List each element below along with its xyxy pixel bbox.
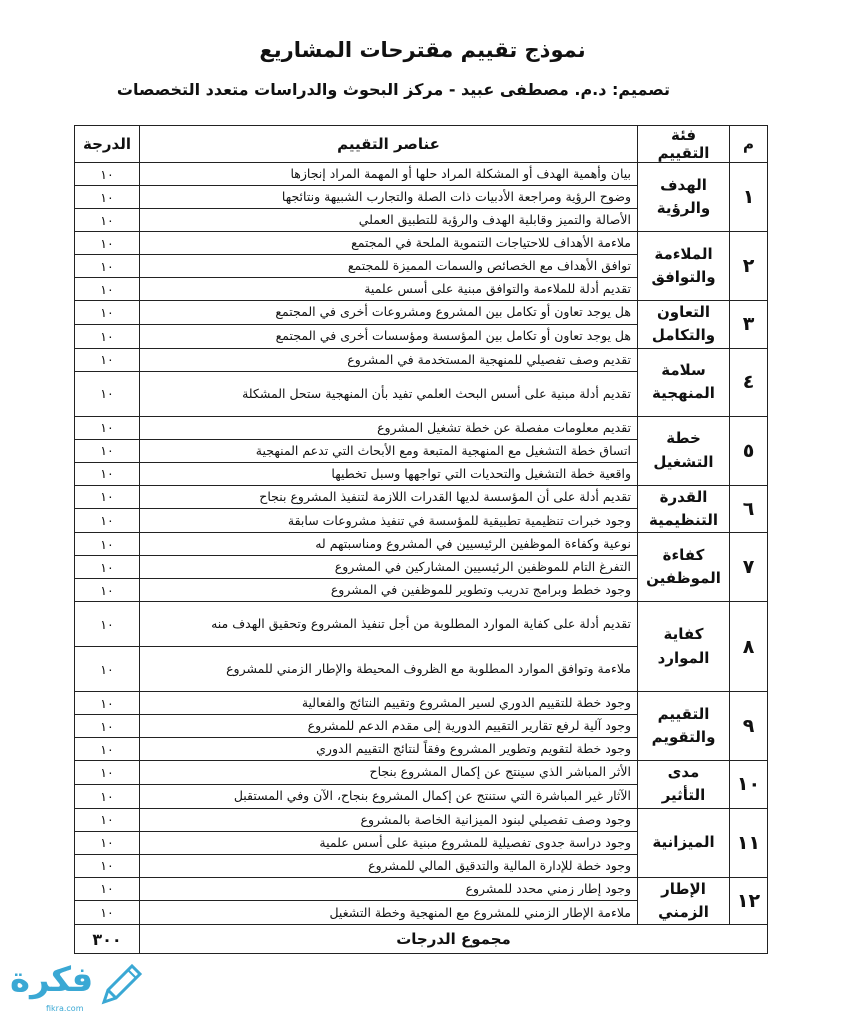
table-row xyxy=(75,232,768,255)
grade-cell: ١٠ xyxy=(75,556,140,579)
page-title: نموذج تقييم مقترحات المشاريع xyxy=(259,38,586,62)
grade-cell: ١٠ xyxy=(75,439,140,462)
element-cell: الأصالة والتميز وقابلية الهدف والرؤية للتطبيق العملي xyxy=(140,209,638,232)
element-cell: وجود آلية لرفع تقارير التقييم الدورية إلى مقدم الدعم للمشروع xyxy=(140,715,638,738)
header-elements: عناصر التقييم xyxy=(140,126,638,163)
row-number: ٣ xyxy=(730,301,768,349)
element-cell: التفرغ التام للموظفين الرئيسيين المشاركين في المشروع xyxy=(140,556,638,579)
element-cell: ملاءمة الإطار الزمني للمشروع مع المنهجية وخطة التشغيل xyxy=(140,901,638,925)
row-number: ٢ xyxy=(730,232,768,301)
grade-cell: ١٠ xyxy=(75,579,140,602)
element-cell: تقديم أدلة للملاءمة والتوافق مبنية على أسس علمية xyxy=(140,278,638,301)
page-subtitle: تصميم: د.م. مصطفى عبيد - مركز البحوث والدراسات متعدد التخصصات xyxy=(116,80,670,99)
grade-cell: ١٠ xyxy=(75,647,140,692)
element-cell: وجود إطار زمني محدد للمشروع xyxy=(140,877,638,901)
table-row xyxy=(75,485,768,509)
element-cell: وجود خبرات تنظيمية تطبيقية للمؤسسة في تنفيذ مشروعات سابقة xyxy=(140,509,638,533)
grade-cell: ١٠ xyxy=(75,602,140,647)
category-cell: مدى التأثير xyxy=(638,761,730,809)
row-number: ٧ xyxy=(730,533,768,602)
grade-cell: ١٠ xyxy=(75,485,140,509)
grade-cell: ١٠ xyxy=(75,877,140,901)
element-cell: وجود وصف تفصيلي لبنود الميزانية الخاصة بالمشروع xyxy=(140,808,638,831)
element-cell: هل يوجد تعاون أو تكامل بين المشروع ومشروعات أخرى في المجتمع xyxy=(140,301,638,325)
category-cell: التقييم والتقويم xyxy=(638,692,730,761)
grade-cell: ١٠ xyxy=(75,232,140,255)
category-cell: التعاون والتكامل xyxy=(638,301,730,349)
table-row xyxy=(75,348,768,371)
fikra-logo xyxy=(6,960,146,1016)
element-cell: وجود خطة للتقييم الدوري لسير المشروع وتقييم النتائج والفعالية xyxy=(140,692,638,715)
element-cell: هل يوجد تعاون أو تكامل بين المؤسسة ومؤسسات أخرى في المجتمع xyxy=(140,324,638,348)
table-row xyxy=(75,416,768,439)
category-cell: كفاية الموارد xyxy=(638,602,730,692)
table-row xyxy=(75,692,768,715)
grade-cell: ١٠ xyxy=(75,186,140,209)
table-row xyxy=(75,301,768,325)
table-row xyxy=(75,877,768,901)
header-num: م xyxy=(730,126,768,163)
grade-cell: ١٠ xyxy=(75,163,140,186)
element-cell: الآثار غير المباشرة التي ستنتج عن إكمال المشروع بنجاح، الآن وفي المستقبل xyxy=(140,784,638,808)
category-cell: خطة التشغيل xyxy=(638,416,730,485)
total-value: ٣٠٠ xyxy=(75,925,140,954)
grade-cell: ١٠ xyxy=(75,278,140,301)
element-cell: وجود دراسة جدوى تفصيلية للمشروع مبنية على أسس علمية xyxy=(140,831,638,854)
element-cell: نوعية وكفاءة الموظفين الرئيسيين في المشروع ومناسبتهم له xyxy=(140,533,638,556)
grade-cell: ١٠ xyxy=(75,715,140,738)
grade-cell: ١٠ xyxy=(75,831,140,854)
element-cell: توافق الأهداف مع الخصائص والسمات المميزة للمجتمع xyxy=(140,255,638,278)
evaluation-table xyxy=(74,125,768,954)
row-number: ٩ xyxy=(730,692,768,761)
grade-cell: ١٠ xyxy=(75,371,140,416)
grade-cell: ١٠ xyxy=(75,209,140,232)
grade-cell: ١٠ xyxy=(75,462,140,485)
category-cell: الملاءمة والتوافق xyxy=(638,232,730,301)
grade-cell: ١٠ xyxy=(75,255,140,278)
table-body xyxy=(75,163,768,925)
category-cell: كفاءة الموظفين xyxy=(638,533,730,602)
logo-site: fikra.com xyxy=(46,1004,84,1013)
total-row xyxy=(75,925,768,954)
header-grade: الدرجة xyxy=(75,126,140,163)
grade-cell: ١٠ xyxy=(75,901,140,925)
element-cell: وضوح الرؤية ومراجعة الأدبيات ذات الصلة والتجارب الشبيهة ونتائجها xyxy=(140,186,638,209)
element-cell: تقديم وصف تفصيلي للمنهجية المستخدمة في المشروع xyxy=(140,348,638,371)
grade-cell: ١٠ xyxy=(75,416,140,439)
row-number: ٦ xyxy=(730,485,768,533)
row-number: ٤ xyxy=(730,348,768,416)
grade-cell: ١٠ xyxy=(75,738,140,761)
table-row xyxy=(75,808,768,831)
element-cell: وجود خطة للإدارة المالية والتدقيق المالي للمشروع xyxy=(140,854,638,877)
pencil-icon xyxy=(98,962,144,1008)
total-label: مجموع الدرجات xyxy=(140,925,768,954)
table-row xyxy=(75,602,768,647)
element-cell: ملاءمة وتوافق الموارد المطلوبة مع الظروف المحيطة والإطار الزمني للمشروع xyxy=(140,647,638,692)
element-cell: وجود خطط وبرامج تدريب وتطوير للموظفين في المشروع xyxy=(140,579,638,602)
element-cell: تقديم أدلة على كفاية الموارد المطلوبة من أجل تنفيذ المشروع وتحقيق الهدف منه xyxy=(140,602,638,647)
table-header-row xyxy=(75,126,768,163)
grade-cell: ١٠ xyxy=(75,808,140,831)
element-cell: واقعية خطة التشغيل والتحديات التي تواجهها وسبل تخطيها xyxy=(140,462,638,485)
grade-cell: ١٠ xyxy=(75,533,140,556)
row-number: ١٠ xyxy=(730,761,768,809)
category-cell: الهدف والرؤية xyxy=(638,163,730,232)
element-cell: الأثر المباشر الذي سينتج عن إكمال المشروع بنجاح xyxy=(140,761,638,785)
grade-cell: ١٠ xyxy=(75,301,140,325)
row-number: ١١ xyxy=(730,808,768,877)
grade-cell: ١٠ xyxy=(75,348,140,371)
element-cell: تقديم أدلة مبنية على أسس البحث العلمي تفيد بأن المنهجية ستحل المشكلة xyxy=(140,371,638,416)
grade-cell: ١٠ xyxy=(75,692,140,715)
element-cell: تقديم أدلة على أن المؤسسة لديها القدرات اللازمة لتنفيذ المشروع بنجاح xyxy=(140,485,638,509)
category-cell: الإطار الزمني xyxy=(638,877,730,925)
row-number: ٥ xyxy=(730,416,768,485)
table-row xyxy=(75,761,768,785)
grade-cell: ١٠ xyxy=(75,761,140,785)
element-cell: ملاءمة الأهداف للاحتياجات التنموية الملحة في المجتمع xyxy=(140,232,638,255)
row-number: ٨ xyxy=(730,602,768,692)
header-category: فئة التقييم xyxy=(638,126,730,163)
element-cell: تقديم معلومات مفصلة عن خطة تشغيل المشروع xyxy=(140,416,638,439)
grade-cell: ١٠ xyxy=(75,784,140,808)
element-cell: بيان وأهمية الهدف أو المشكلة المراد حلها أو المهمة المراد إنجازها xyxy=(140,163,638,186)
table-row xyxy=(75,533,768,556)
category-cell: سلامة المنهجية xyxy=(638,348,730,416)
category-cell: الميزانية xyxy=(638,808,730,877)
grade-cell: ١٠ xyxy=(75,509,140,533)
category-cell: القدرة التنظيمية xyxy=(638,485,730,533)
element-cell: اتساق خطة التشغيل مع المنهجية المتبعة ومع الأبحاث التي تدعم المنهجية xyxy=(140,439,638,462)
grade-cell: ١٠ xyxy=(75,854,140,877)
row-number: ١ xyxy=(730,163,768,232)
logo-text: فكرة xyxy=(10,960,94,1000)
row-number: ١٢ xyxy=(730,877,768,925)
element-cell: وجود خطة لتقويم وتطوير المشروع وفقاً لنتائج التقييم الدوري xyxy=(140,738,638,761)
grade-cell: ١٠ xyxy=(75,324,140,348)
table-row xyxy=(75,163,768,186)
